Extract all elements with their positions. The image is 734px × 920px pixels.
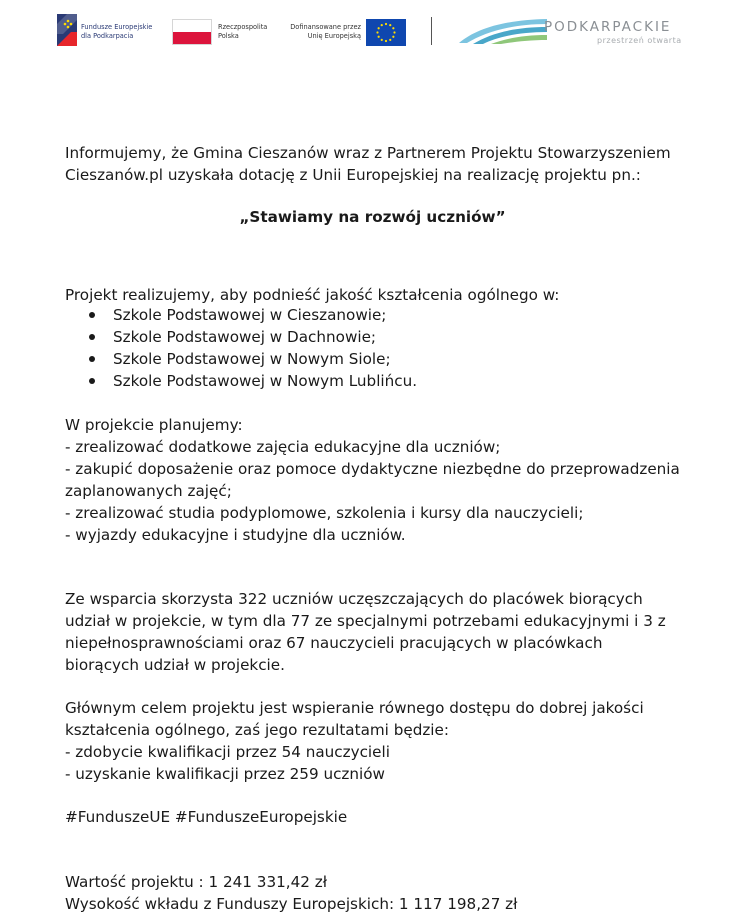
eu-cofunded-text: Dofinansowane przez Unię Europejską	[290, 23, 361, 40]
podkarpackie-wave-icon	[457, 16, 549, 46]
goal-intro: Projekt realizujemy, aby podnieść jakość kształcenia ogólnego w:	[65, 286, 560, 304]
eu-funds-logo-icon	[57, 14, 77, 46]
list-item: Szkole Podstawowej w Nowym Siole;	[113, 348, 417, 370]
result-item: - uzyskanie kwalifikacji przez 259 uczniów	[65, 765, 385, 783]
main-goal-section	[65, 697, 680, 785]
plan-item: - zrealizować dodatkowe zajęcia edukacyjne dla uczniów;	[65, 438, 501, 456]
main-goal-text: Głównym celem projektu jest wspieranie równego dostępu do dobrej jakości kształcenia ogólnego, zaś jego rezultatami będzie:	[65, 699, 644, 739]
list-item: Szkole Podstawowej w Cieszanowie;	[113, 304, 417, 326]
hashtags: #FunduszeUE #FunduszeEuropejskie	[65, 808, 348, 826]
logo-bar	[0, 0, 734, 60]
plan-item: - wyjazdy edukacyjne i studyjne dla uczniów.	[65, 526, 406, 544]
logo-divider	[431, 17, 432, 45]
poland-logo-text: Rzeczpospolita Polska	[218, 23, 268, 40]
project-title: „Stawiamy na rozwój uczniów”	[239, 208, 506, 226]
eu-funds-logo-text: Fundusze Europejskie dla Podkarpacia	[81, 23, 153, 40]
plan-item: - zakupić doposażenie oraz pomoce dydaktyczne niezbędne do przeprowadzenia zaplanowanych zajęć;	[65, 460, 680, 500]
eu-flag-icon	[366, 19, 406, 46]
schools-list	[65, 304, 417, 392]
intro-paragraph: Informujemy, że Gmina Cieszanów wraz z Partnerem Projektu Stowarzyszeniem Cieszanów.pl uzyskała dotację z Unii Europejskiej na realizację projektu pn.:	[65, 144, 671, 184]
eu-contribution: Wysokość wkładu z Funduszy Europejskich: 1 117 198,27 zł	[65, 895, 518, 913]
list-item: Szkole Podstawowej w Dachnowie;	[113, 326, 417, 348]
plans-section	[65, 414, 680, 546]
support-paragraph: Ze wsparcia skorzysta 322 uczniów uczęszczających do placówek biorących udział w projekcie, w tym dla 77 ze specjalnymi potrzebami edukacyjnymi i 3 z niepełnosprawnościami oraz 67 nauczycieli pracujących w placówkach biorących udział w projekcie.	[65, 590, 666, 674]
podkarpackie-logo-subtitle: przestrzeń otwarta	[597, 36, 682, 45]
result-item: - zdobycie kwalifikacji przez 54 nauczycieli	[65, 743, 390, 761]
podkarpackie-logo-title: PODKARPACKIE	[544, 19, 672, 35]
project-value: Wartość projektu : 1 241 331,42 zł	[65, 873, 328, 891]
list-item: Szkole Podstawowej w Nowym Lublińcu.	[113, 372, 418, 390]
plan-item: - zrealizować studia podyplomowe, szkolenia i kursy dla nauczycieli;	[65, 504, 584, 522]
poland-flag-icon	[172, 19, 212, 45]
plans-heading: W projekcie planujemy:	[65, 416, 243, 434]
